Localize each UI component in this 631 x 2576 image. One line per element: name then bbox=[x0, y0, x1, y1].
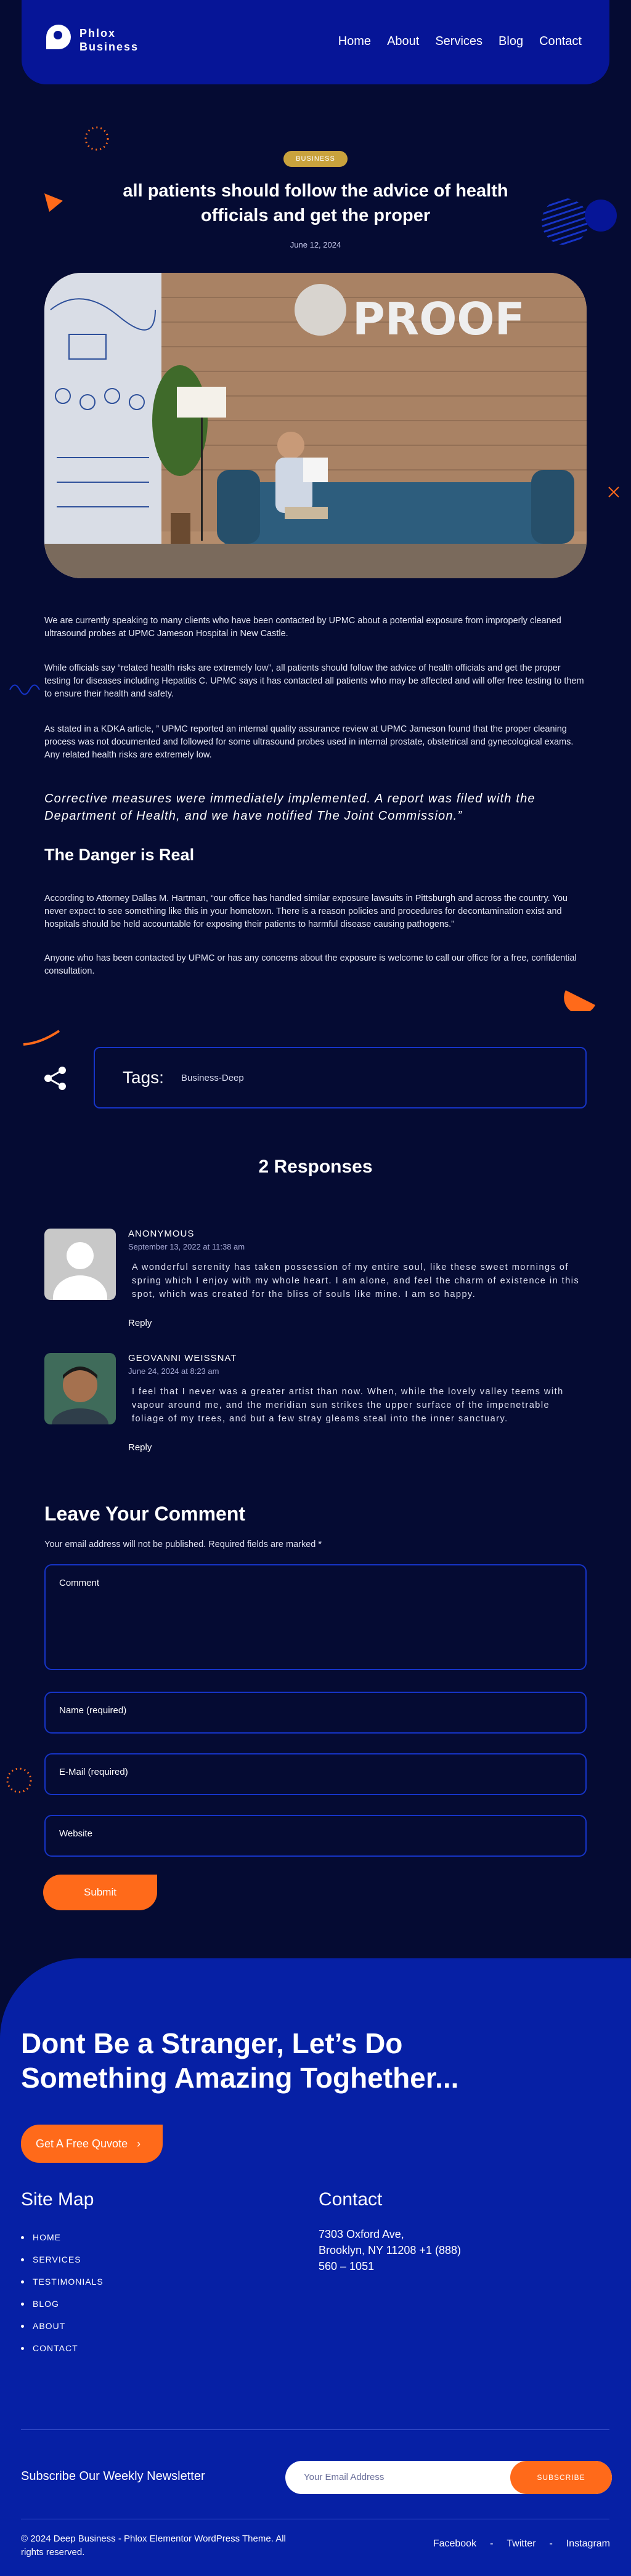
section-heading: The Danger is Real bbox=[44, 846, 195, 864]
arc-icon bbox=[22, 1028, 62, 1047]
post-title: all patients should follow the advice of health officials and get the proper bbox=[123, 181, 508, 225]
sitemap-list bbox=[21, 2226, 104, 2359]
avatar bbox=[44, 1353, 116, 1424]
comment bbox=[44, 1229, 587, 1333]
website-field[interactable]: Website bbox=[44, 1815, 587, 1857]
nav-home[interactable]: Home bbox=[338, 34, 372, 48]
nav-blog[interactable]: Blog bbox=[499, 34, 524, 48]
copyright: © 2024 Deep Business - Phlox Elementor WordPress Theme. All rights reserved. bbox=[21, 2534, 286, 2558]
form-note: Your email address will not be published. Required fields are marked * bbox=[44, 1540, 322, 1549]
striped-circle-icon bbox=[537, 197, 617, 246]
comment-text: I feel that I never was a greater artist than now. When, while the lovely valley teems with vapour around me, and the meridian sun strikes the upper surface of the impenetrable foliage of my trees, and but a few stray gleams steal into the inner sanctuary. bbox=[132, 1387, 564, 1424]
comment bbox=[44, 1353, 587, 1458]
social-facebook[interactable]: Facebook bbox=[433, 2538, 477, 2549]
sitemap-title: Site Map bbox=[21, 2189, 94, 2210]
hero-image bbox=[44, 273, 587, 578]
divider bbox=[21, 2429, 609, 2430]
blockquote: Corrective measures were immediately implemented. A report was filed with the Department of Health, and we have notified The Joint Commission.” bbox=[44, 792, 535, 823]
responses-title: 2 Responses bbox=[258, 1157, 373, 1177]
logo[interactable] bbox=[46, 25, 139, 55]
paragraph: While officials say “related health risks are extremely low”, all patients should follow the advice of health officials and get the proper testing for diseases including Hepatitis C. UPMC says it has contacted all patients who may be affected and will offer free testing to them to ensure their health and safety. bbox=[44, 663, 584, 699]
tag-link[interactable]: Business-Deep bbox=[181, 1073, 244, 1083]
comment-author: ANONYMOUS bbox=[128, 1229, 195, 1239]
nav-about[interactable]: About bbox=[387, 34, 420, 48]
sitemap-item-about[interactable]: ABOUT bbox=[21, 2315, 104, 2337]
main-nav bbox=[338, 34, 582, 49]
sitemap-item-contact[interactable]: CONTACT bbox=[21, 2337, 104, 2359]
contact-line: 7303 Oxford Ave, bbox=[319, 2228, 404, 2240]
tags-label: Tags: bbox=[123, 1068, 164, 1087]
dotted-circle-icon bbox=[5, 1766, 33, 1795]
contact-title: Contact bbox=[319, 2189, 383, 2210]
social-twitter[interactable]: Twitter bbox=[507, 2538, 536, 2549]
contact-line: 560 – 1051 bbox=[319, 2260, 375, 2272]
newsletter-label: Subscribe Our Weekly Newsletter bbox=[21, 2469, 205, 2483]
email-field[interactable]: E-Mail (required) bbox=[44, 1753, 587, 1795]
reply-link[interactable]: Reply bbox=[128, 1318, 152, 1328]
nav-contact[interactable]: Contact bbox=[539, 34, 582, 48]
comment-text: A wonderful serenity has taken possession of my entire soul, like these sweet mornings of spring which I enjoy with my whole heart. I am alone, and feel the charm of existence in this spot, which was created for the bliss of souls like mine. I am so happy. bbox=[132, 1262, 580, 1299]
social-links bbox=[433, 2538, 610, 2550]
dotted-circle-icon bbox=[84, 126, 110, 151]
footer-heading: Dont Be a Stranger, Let’s Do Something Amazing Toghether... bbox=[21, 2027, 459, 2094]
tags-box bbox=[94, 1047, 587, 1108]
site-header bbox=[22, 0, 609, 84]
separator: - bbox=[549, 2538, 553, 2549]
comment-author: GEOVANNI WEISSNAT bbox=[128, 1353, 237, 1363]
paragraph: Anyone who has been contacted by UPMC or has any concerns about the exposure is welcome to call our office for a free, confidential consultation. bbox=[44, 953, 577, 976]
sitemap-item-testimonials[interactable]: TESTIMONIALS bbox=[21, 2271, 104, 2293]
sitemap-item-home[interactable]: HOME bbox=[21, 2226, 104, 2248]
post-date: June 12, 2024 bbox=[290, 240, 341, 249]
comment-textarea[interactable]: Comment bbox=[44, 1564, 587, 1670]
sitemap-item-services[interactable]: SERVICES bbox=[21, 2248, 104, 2271]
free-quote-button[interactable] bbox=[21, 2125, 163, 2163]
logo-line-2: Business bbox=[79, 41, 139, 53]
avatar bbox=[44, 1229, 116, 1300]
triangle-icon bbox=[43, 192, 64, 213]
comment-date[interactable]: June 24, 2024 at 8:23 am bbox=[128, 1367, 219, 1376]
name-field[interactable]: Name (required) bbox=[44, 1692, 587, 1734]
form-title: Leave Your Comment bbox=[44, 1503, 246, 1525]
chevron-right-icon: › bbox=[137, 2138, 141, 2150]
share-icon[interactable] bbox=[43, 1065, 68, 1091]
squiggle-icon bbox=[9, 677, 46, 702]
sitemap-item-blog[interactable]: BLOG bbox=[21, 2293, 104, 2315]
site-footer bbox=[0, 1958, 631, 2576]
contact-line: Brooklyn, NY 11208 +1 (888) bbox=[319, 2244, 461, 2256]
contact-address bbox=[319, 2226, 461, 2274]
newsletter-email-input[interactable]: Your Email Address bbox=[285, 2461, 612, 2494]
nav-services[interactable]: Services bbox=[435, 34, 483, 48]
proof-sign: PROOF bbox=[352, 293, 525, 345]
half-circle-icon bbox=[563, 987, 598, 1011]
comment-date[interactable]: September 13, 2022 at 11:38 am bbox=[128, 1242, 245, 1251]
logo-icon bbox=[46, 25, 71, 55]
x-icon bbox=[607, 485, 621, 499]
paragraph: We are currently speaking to many clients who have been contacted by UPMC about a potential exposure from improperly cleaned ultrasound probes at UPMC Jameson Hospital in New Castle. bbox=[44, 616, 561, 639]
subscribe-button[interactable]: SUBSCRIBE bbox=[510, 2461, 612, 2494]
social-instagram[interactable]: Instagram bbox=[566, 2538, 610, 2549]
paragraph: As stated in a KDKA article, ” UPMC reported an internal quality assurance review at UPMC Jameson found that the proper cleaning process was not documented and followed for some ultrasound probes used in internal prostate, obstetrical and gynecological exams. Any related health risks are extremely low. bbox=[44, 724, 574, 760]
free-quote-label: Get A Free Quvote bbox=[36, 2138, 128, 2150]
paragraph: According to Attorney Dallas M. Hartman, “our office has handled similar exposure lawsuits in Pittsburgh and across the country. You never expect to see something like this in your hometown. There is a reason policies and procedures for decontamination exist and hospitals should be held accountable for exposing their patients to harmful disease causing pathogens.” bbox=[44, 894, 568, 929]
logo-line-1: Phlox bbox=[79, 27, 116, 39]
separator: - bbox=[490, 2538, 494, 2549]
reply-link[interactable]: Reply bbox=[128, 1442, 152, 1453]
category-badge[interactable]: BUSINESS bbox=[283, 151, 348, 167]
submit-button[interactable]: Submit bbox=[43, 1875, 157, 1910]
